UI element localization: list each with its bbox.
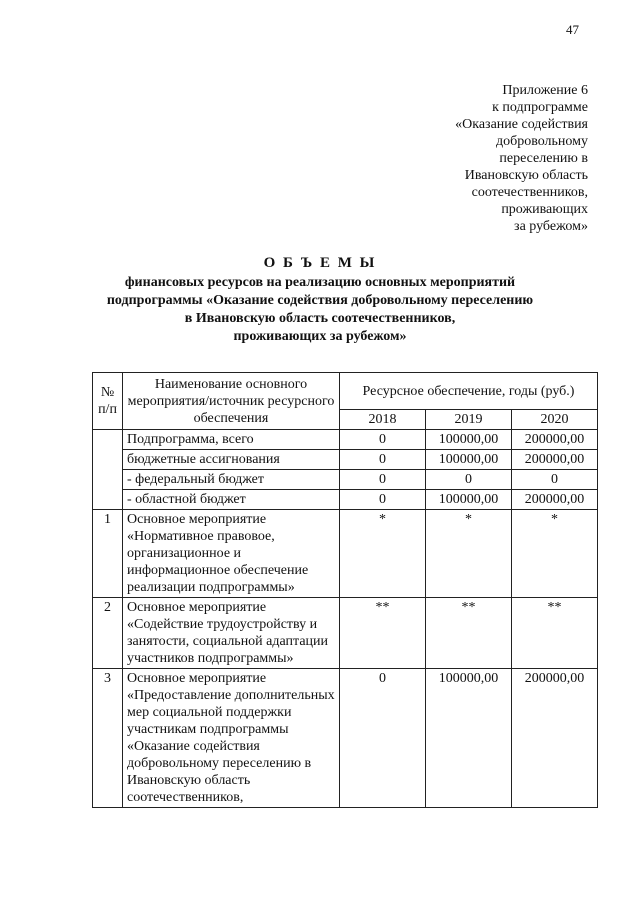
page-number: 47 — [566, 22, 579, 37]
row-num: 3 — [93, 669, 123, 808]
value-2018: 0 — [340, 490, 426, 510]
value-2020: 200000,00 — [512, 490, 598, 510]
resources-table — [92, 372, 598, 808]
table-row — [93, 669, 598, 808]
value-2019: 100000,00 — [426, 450, 512, 470]
appendix-line: проживающих — [501, 202, 588, 217]
value-2020: 0 — [512, 470, 598, 490]
appendix-line: Приложение 6 — [502, 83, 588, 98]
appendix-line: за рубежом» — [514, 219, 588, 234]
value-2018: 0 — [340, 430, 426, 450]
header-resources: Ресурсное обеспечение, годы (руб.) — [340, 373, 598, 410]
value-2018: 0 — [340, 470, 426, 490]
heading-line: проживающих за рубежом» — [233, 329, 407, 344]
value-2020: 200000,00 — [512, 669, 598, 808]
heading-line: подпрограммы «Оказание содействия добровольному переселению — [106, 293, 534, 308]
header-year: 2019 — [426, 410, 512, 430]
row-name: - областной бюджет — [123, 490, 340, 510]
table-row — [93, 450, 598, 470]
row-num: 2 — [93, 598, 123, 669]
appendix-line: соотечественников, — [471, 185, 588, 200]
value-2019: 0 — [426, 470, 512, 490]
row-name: Основное мероприятие «Нормативное правовое, организационное и информационное обеспечение реализации подпрограммы» — [123, 510, 340, 598]
table-row — [93, 510, 598, 598]
value-2020: ** — [512, 598, 598, 669]
appendix-line: добровольному — [495, 134, 588, 149]
value-2019: 100000,00 — [426, 669, 512, 808]
value-2019: 100000,00 — [426, 430, 512, 450]
document-heading — [0, 254, 640, 346]
table-row — [93, 470, 598, 490]
value-2018: ** — [340, 598, 426, 669]
row-name: Основное мероприятие «Предоставление дополнительных мер социальной поддержки участникам подпрограммы «Оказание содействия добровольному переселению в Ивановскую область соотечественников, — [123, 669, 340, 808]
value-2020: 200000,00 — [512, 430, 598, 450]
value-2019: * — [426, 510, 512, 598]
appendix-line: к подпрограмме — [492, 100, 588, 115]
row-name: - федеральный бюджет — [123, 470, 340, 490]
value-2019: 100000,00 — [426, 490, 512, 510]
table-row — [93, 430, 598, 450]
value-2020: 200000,00 — [512, 450, 598, 470]
appendix-line: переселению в — [499, 151, 588, 166]
heading-line: финансовых ресурсов на реализацию основных мероприятий — [124, 275, 516, 290]
table-row — [93, 598, 598, 669]
row-name: Подпрограмма, всего — [123, 430, 340, 450]
table-header-row — [93, 373, 598, 410]
row-name: Основное мероприятие «Содействие трудоустройству и занятости, социальной адаптации участников подпрограммы» — [123, 598, 340, 669]
heading-line: в Ивановскую область соотечественников, — [184, 311, 456, 326]
summary-num-cell — [93, 430, 123, 510]
header-year: 2020 — [512, 410, 598, 430]
appendix-line: Ивановскую область — [464, 168, 588, 183]
table-row — [93, 490, 598, 510]
header-num: № п/п — [93, 373, 123, 430]
value-2018: * — [340, 510, 426, 598]
header-name: Наименование основного мероприятия/источник ресурсного обеспечения — [123, 373, 340, 430]
value-2018: 0 — [340, 450, 426, 470]
heading-title: О Б Ъ Е М Ы — [263, 255, 377, 271]
value-2019: ** — [426, 598, 512, 669]
header-year: 2018 — [340, 410, 426, 430]
value-2018: 0 — [340, 669, 426, 808]
row-name: бюджетные ассигнования — [123, 450, 340, 470]
appendix-block — [368, 82, 588, 235]
value-2020: * — [512, 510, 598, 598]
appendix-line: «Оказание содействия — [455, 117, 588, 132]
row-num: 1 — [93, 510, 123, 598]
